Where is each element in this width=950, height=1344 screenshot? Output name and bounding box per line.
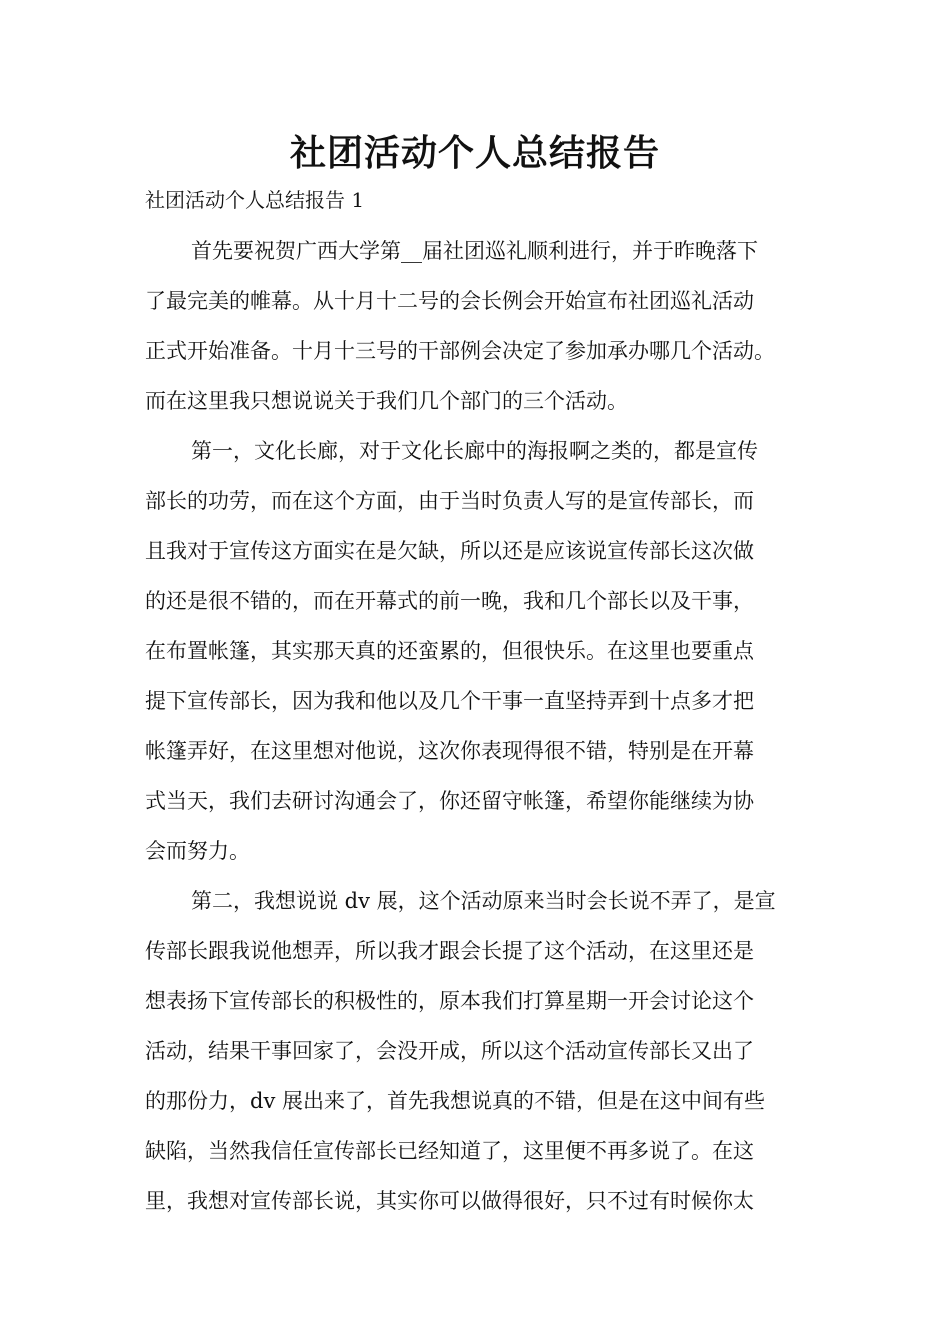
body-text-line: 会而努力。 — [145, 839, 250, 863]
body-text-line: 且我对于宣传这方面实在是欠缺，所以还是应该说宣传部长这次做 — [145, 539, 754, 563]
body-text-line: 第一，文化长廊，对于文化长廊中的海报啊之类的，都是宣传 — [191, 439, 758, 463]
body-text-line: 的还是很不错的，而在开幕式的前一晚，我和几个部长以及干事， — [145, 589, 754, 613]
body-text-line: 缺陷，当然我信任宣传部长已经知道了，这里便不再多说了。在这 — [145, 1139, 754, 1163]
body-text-line: 提下宣传部长，因为我和他以及几个干事一直坚持弄到十点多才把 — [145, 689, 754, 713]
body-text-line: 首先要祝贺广西大学第__届社团巡礼顺利进行，并于昨晚落下 — [191, 239, 758, 263]
body-text-line: 帐篷弄好，在这里想对他说，这次你表现得很不错，特别是在开幕 — [145, 739, 754, 763]
body-text-line: 式当天，我们去研讨沟通会了，你还留守帐篷，希望你能继续为协 — [145, 789, 754, 813]
body-text-line: 想表扬下宣传部长的积极性的，原本我们打算星期一开会讨论这个 — [145, 989, 754, 1013]
body-text-line: 里，我想对宣传部长说，其实你可以做得很好，只不过有时候你太 — [145, 1189, 754, 1213]
document-subtitle: 社团活动个人总结报告 1 — [145, 188, 365, 212]
body-text-line: 的那份力，dv 展出来了，首先我想说真的不错，但是在这中间有些 — [145, 1089, 765, 1113]
body-text-line: 活动，结果干事回家了，会没开成，所以这个活动宣传部长又出了 — [145, 1039, 754, 1063]
body-text-line: 第二，我想说说 dv 展，这个活动原来当时会长说不弄了，是宣 — [191, 889, 776, 913]
body-text-line: 了最完美的帷幕。从十月十二号的会长例会开始宣布社团巡礼活动 — [145, 289, 754, 313]
body-text-line: 在布置帐篷，其实那天真的还蛮累的，但很快乐。在这里也要重点 — [145, 639, 754, 663]
body-text-line: 部长的功劳，而在这个方面，由于当时负责人写的是宣传部长，而 — [145, 489, 754, 513]
body-text-line: 而在这里我只想说说关于我们几个部门的三个活动。 — [145, 389, 628, 413]
document-body — [145, 233, 815, 1233]
body-text-line: 传部长跟我说他想弄，所以我才跟会长提了这个活动，在这里还是 — [145, 939, 754, 963]
document-title: 社团活动个人总结报告 — [289, 132, 660, 174]
body-text-line: 正式开始准备。十月十三号的干部例会决定了参加承办哪几个活动。 — [145, 339, 775, 363]
